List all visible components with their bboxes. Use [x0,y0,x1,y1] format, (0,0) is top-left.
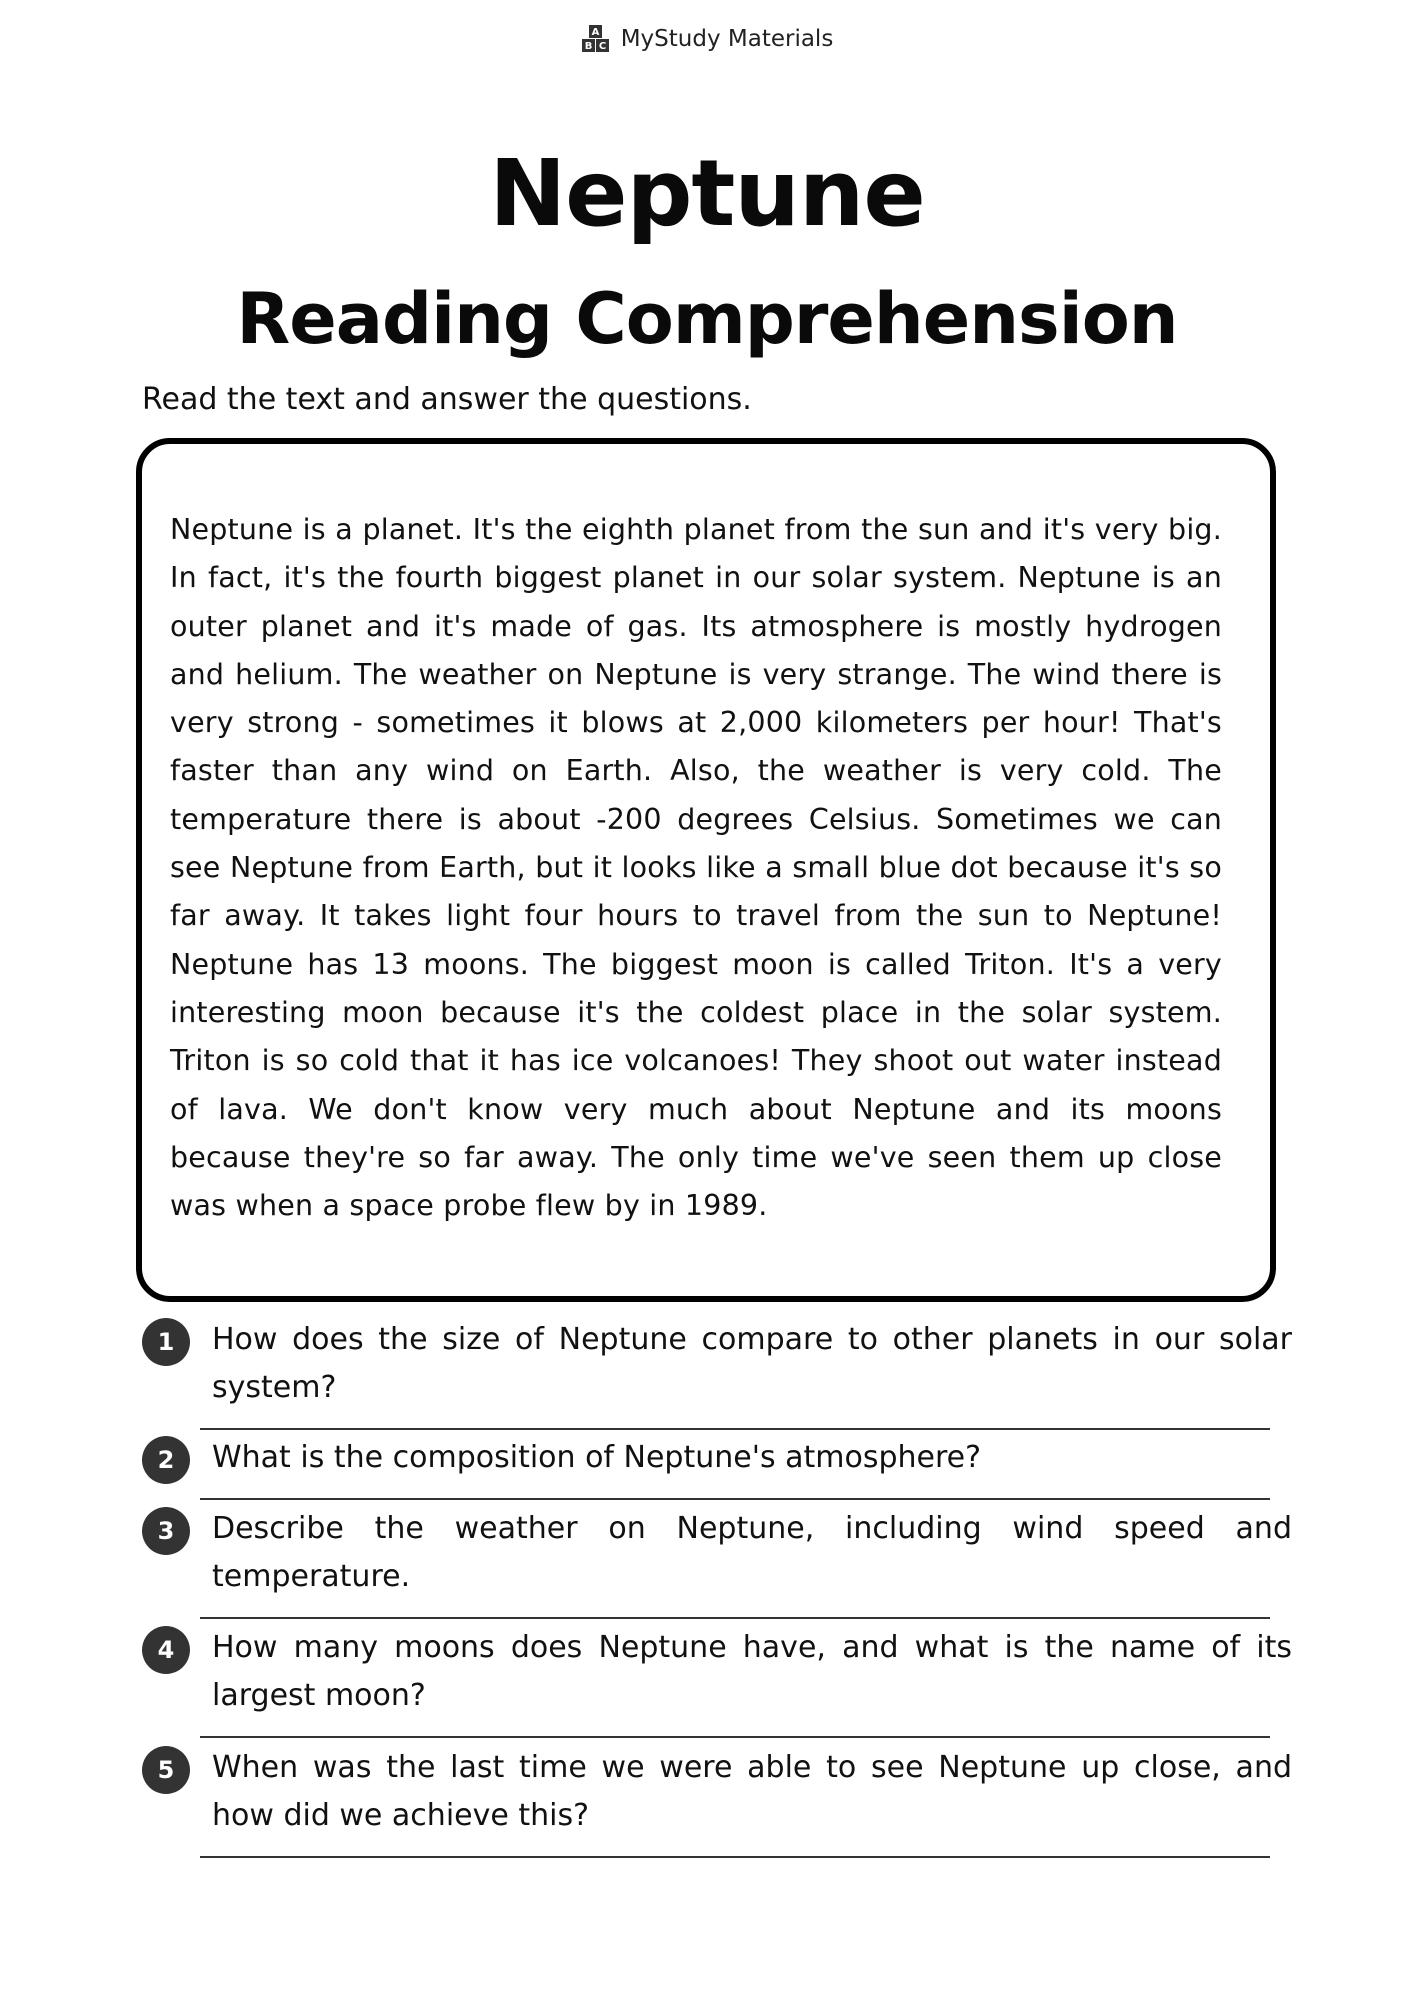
question-text: When was the last time we were able to see Neptune up close, and how did we achieve this? [212,1750,1292,1833]
brand-header [0,24,1414,54]
brand-name: MyStudy Materials [620,26,834,52]
svg-text:C: C [598,41,606,52]
answer-line[interactable] [200,1428,1270,1430]
abc-blocks-icon [581,24,611,54]
svg-text:B: B [584,41,593,52]
answer-line[interactable] [200,1617,1270,1619]
question-text: What is the composition of Neptune's atmosphere? [212,1440,982,1475]
question-text: How many moons does Neptune have, and what is the name of its largest moon? [212,1630,1292,1713]
question-number-badge: 4 [142,1626,190,1674]
svg-text:A: A [591,27,600,38]
page-title: Neptune [489,140,925,247]
question-text: Describe the weather on Neptune, including wind speed and temperature. [212,1511,1292,1594]
question-number-badge: 3 [142,1507,190,1555]
answer-line[interactable] [200,1856,1270,1858]
reading-passage: Neptune is a planet. It's the eighth planet from the sun and it's very big. In fact, it's the fourth biggest planet in our solar system. Neptune is an outer planet and it's made of gas. Its atmosphere is mostly hydrogen and helium. The weather on Neptune is very strange. The wind there is very strong - sometimes it blows at 2,000 kilometers per hour! That's faster than any wind on Earth. Also, the weather is very cold. The temperature there is about -200 degrees Celsius. Sometimes we can see Neptune from Earth, but it looks like a small blue dot because it's so far away. It takes light four hours to travel from the sun to Neptune! Neptune has 13 moons. The biggest moon is called Triton. It's a very interesting moon because it's the coldest place in the solar system. Triton is so cold that it has ice volcanoes! They shoot out water instead of lava. We don't know very much about Neptune and its moons because they're so far away. The only time we've seen them up close was when a space probe flew by in 1989. [170,513,1222,1223]
question-number-badge: 2 [142,1436,190,1484]
reading-passage-box [136,438,1276,1302]
question-number-badge: 5 [142,1746,190,1794]
answer-line[interactable] [200,1498,1270,1500]
question-number-badge: 1 [142,1318,190,1366]
answer-line[interactable] [200,1736,1270,1738]
question-text: How does the size of Neptune compare to other planets in our solar system? [212,1322,1292,1405]
page-subtitle: Reading Comprehension [236,278,1178,360]
instructions: Read the text and answer the questions. [142,382,752,417]
